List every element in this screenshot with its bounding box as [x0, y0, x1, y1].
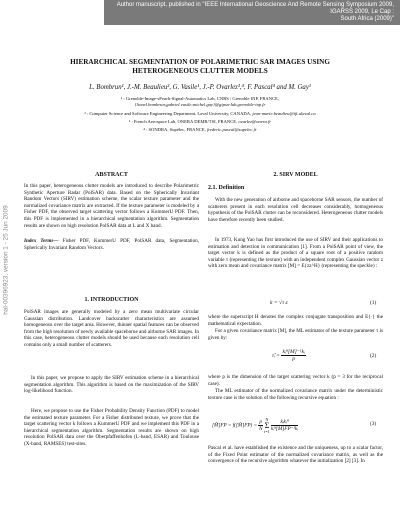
- sirv-paragraph-6: The ML estimator of the normalized covariance matrix under the deterministic texture case is the solution of the following recursive equation :: [208, 388, 383, 401]
- affiliation-3: [30, 119, 370, 125]
- affiliation-3-text: ³ : French Aerospace Lab, ONERA DEMR/TSI, FRANCE,: [128, 119, 239, 124]
- banner-line-1: Author manuscript, published in "IEEE International Geoscience And Remote Sensing Symposium 2009, IGARSS 2009, Le Cap :: [116, 2, 394, 16]
- equation-3-number: (3): [370, 421, 377, 427]
- equation-2-lhs: τ̂ᵢ =: [272, 352, 281, 359]
- abstract-text: In this paper, heterogeneous clutter models are introduced to describe Polarimetric Synthetic Aperture Radar (PolSAR) data. Based on the Spherically Invariant Random Vectors (SIRV) estimation scheme, the scalar texture parameter and the normalized covariance matrix are extracted. If the texture parameter is modeled by a Fisher PDF, the observed target scattering vector follows a KummerU PDF. Then, this PDF is implemented in a hierarchical segmentation algorithm. Segmentation results are shown on high resolution PolSAR data at L and X band.: [24, 183, 199, 229]
- equation-1-number: (1): [370, 300, 377, 306]
- index-terms: [24, 238, 199, 251]
- equation-3-sum-symbol: Σ: [264, 421, 270, 430]
- author-list: L. Bombrun¹, J.-M. Beaulieu², G. Vasile¹, J.-P. Ovarlez³,⁴, F. Pascal⁴ and M. Gay¹: [89, 84, 311, 91]
- title-line-2: HETEROGENEOUS CLUTTER MODELS: [132, 67, 268, 75]
- equation-3-lhs: [M̂]FP = f([M̂]FP) =: [212, 422, 258, 429]
- affiliation-1-text: ¹ : Grenoble-Image-sPeach-Signal-Automatics Lab, CNRS / Grenoble INP, FRANCE,: [120, 96, 280, 101]
- equation-3-sum-bottom: i=1: [264, 429, 270, 434]
- equation-3-sum-top: N: [265, 417, 269, 422]
- definition-subheading: 2.1. Definition: [208, 185, 245, 191]
- side-identifier-text: hal-00396923, version 1 - 25 Jun 2009: [2, 205, 10, 315]
- title-line-1: HIERARCHICAL SEGMENTATION OF POLARIMETRIC SAR IMAGES USING: [70, 58, 330, 66]
- equation-1: k = √τ z: [270, 300, 288, 306]
- affiliation-2: [30, 111, 370, 117]
- affiliation-1-email: {lionel.bombrun;gabriel.vasile;michel.gay}@gipsa-lab.grenoble-inp.fr: [134, 102, 266, 107]
- equation-2-number: (2): [370, 353, 377, 359]
- intro-paragraph-3: Here, we propose to use the Fisher Probability Density Function (PDF) to model the estimated texture parameter. For a Fisher distributed texture, we prove that the target scattering vector k follows a KummerU PDF and we implement this PDF in a hierarchical segmentation algorithm. Segmentation results are shown on high resolution PolSAR data over the Oberpfaffenhofen (L-band, ESAR) and Toulouse (X-band, RAMSES) test-sites.: [24, 408, 199, 447]
- sirv-heading: 2. SIRV MODEL: [273, 172, 318, 178]
- sirv-paragraph-1: With the new generation of airborne and spaceborne SAR sensors, the number of scatterers present in each resolution cell decreases considerably, homogeneous hypothesis of the PolSAR clutter can be reconsidered. Heterogeneous clutter models have therefore recently been studied.: [208, 197, 383, 223]
- affiliation-2-text: ² : Computer Science and Software Engineering Department, Laval University, CANADA,: [84, 111, 253, 116]
- index-terms-text: Fisher PDF, KummerU PDF, PolSAR data, Segmentation, Spherically Invariant Random Vectors.: [24, 238, 200, 251]
- equation-2-numerator: kᵢᴴ[M]⁻¹kᵢ: [282, 349, 305, 355]
- equation-3-prefactor: [258, 419, 263, 432]
- sirv-paragraph-3: where the superscript H denotes the complex conjugate transposition and E{·} the mathematical expectation.: [208, 314, 383, 327]
- hal-banner: [104, 0, 400, 25]
- index-terms-label: Index Terms—: [24, 238, 59, 244]
- equation-3-inner-den: kᵢᴴ[M̂]FP⁻¹kᵢ: [270, 426, 299, 432]
- paper-title: [40, 58, 360, 76]
- affiliation-4-text: ⁴ : SONDRA, Supélec, FRANCE,: [143, 127, 207, 132]
- sirv-paragraph-5: where p is the dimension of the target scattering vector k (p = 3 for the reciprocal case).: [208, 374, 383, 387]
- affiliation-2-email: jean-marie.beaulieu@ift.ulaval.ca: [252, 111, 316, 116]
- sirv-paragraph-2: In 1973, Kung Yao has first introduced the use of SIRV and their applications to estimation and detection in communication [1]. From a PolSAR point of view, the target vector k is defined as the product of a square root of a positive random variable τ (representing the texture) with an independent complex Gaussian vector z with zero mean and covariance matrix [M] = E{zz^H} (representing the speckle) :: [208, 237, 383, 270]
- equation-3-prefactor-num: p: [259, 419, 262, 425]
- affiliation-3-email: ovarlez@onera.fr: [238, 119, 272, 124]
- equation-3: [212, 417, 298, 434]
- side-identifier: [1, 155, 11, 365]
- intro-paragraph-1: PolSAR images are generally modeled by a zero mean multivariate circular Gaussian distribution. Landcover backscatter characteristics are assumed homogeneous over the target area. However, thinner spatial features can be observed from the high resolution of newly available spaceborne and airborne SAR images. In this case, heterogeneous clutter models should be used because each resolution cell contains only a small number of scatterers.: [24, 309, 199, 348]
- equation-3-inner-fraction: [271, 419, 298, 432]
- equation-3-inner-num: kᵢkᵢᴴ: [271, 419, 298, 426]
- affiliation-4-email: frederic.pascal@supelec.fr: [206, 127, 257, 132]
- equation-2: [272, 349, 306, 362]
- sirv-paragraph-4: For a given covariance matrix [M], the ML estimator of the texture parameter τ is given by:: [208, 328, 383, 341]
- equation-3-prefactor-den: N: [258, 426, 263, 432]
- banner-line-2: South Africa (2009)": [340, 16, 394, 23]
- abstract-heading: ABSTRACT: [95, 172, 128, 178]
- affiliation-4: [30, 127, 370, 133]
- equation-2-denominator: p: [292, 356, 296, 362]
- affiliation-1: [30, 96, 370, 108]
- sirv-paragraph-7: Pascal et al. have established the existence and the uniqueness, up to a scalar factor, of the Fixed Point estimator of the normalized covariance matrix, as well as the convergence of the recursive algorithm whatever the initialization [2] [3]. In: [208, 445, 383, 465]
- equation-2-fraction: [281, 349, 305, 362]
- intro-paragraph-2: In this paper, we propose to apply the SIRV estimation scheme in a hierarchical segmentation algorithm. This algorithm is based on the maximization of the SIRV log-likelihood function.: [24, 375, 199, 395]
- equation-3-summation: [264, 417, 269, 434]
- introduction-heading: 1. INTRODUCTION: [84, 297, 139, 303]
